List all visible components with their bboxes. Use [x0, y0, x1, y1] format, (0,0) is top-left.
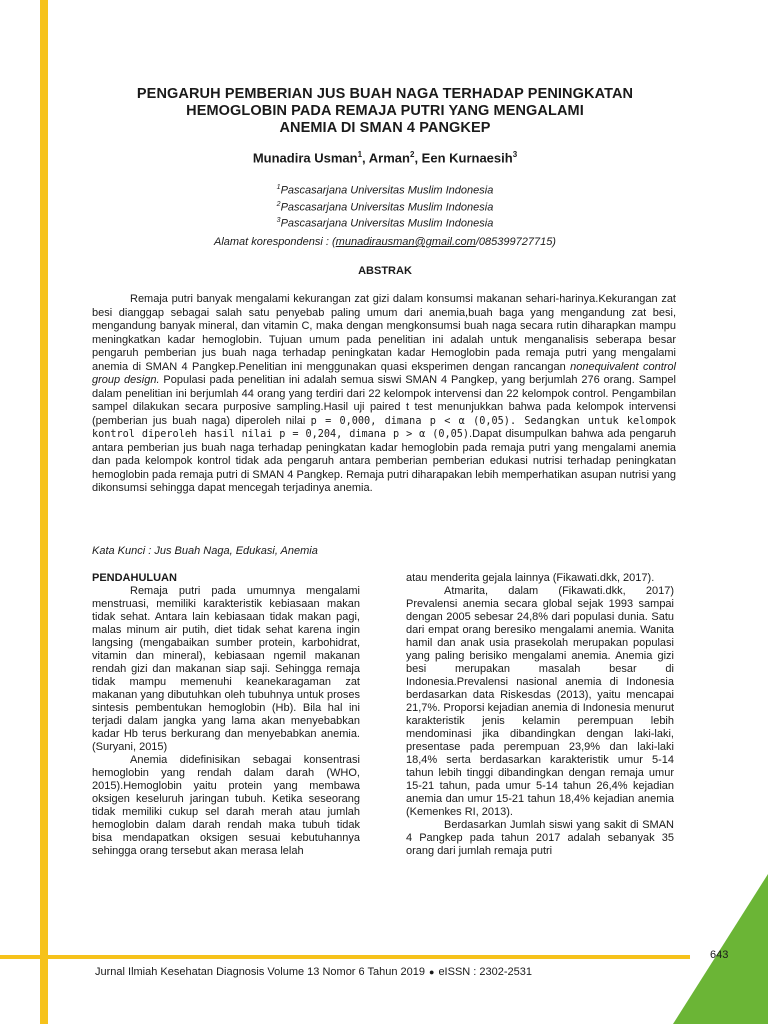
- author-name: Munadira Usman: [252, 150, 358, 166]
- affiliation-item: $^1$Pascasarjana Universitas Muslim Indonesia: [276, 184, 494, 197]
- section-heading: PENDAHULUAN: [92, 572, 177, 584]
- author-name: Arman: [368, 150, 410, 166]
- design-italic: nonequivalent control group design.: [92, 360, 676, 386]
- keywords: Kata Kunci : Jus Buah Naga, Edukasi, Anemia: [92, 545, 318, 557]
- author-list: Munadira Usman$^1$, Arman$^2$, Een Kurnaesih$^3$: [252, 150, 518, 166]
- issn: eISSN : 2302-2531: [438, 966, 533, 978]
- body-paragraph: Berdasarkan Jumlah siswi yang sakit di SMAN 4 Pangkep pada tahun 2017 adalah sebanyak 35 orang dari jumlah remaja putri: [406, 819, 674, 857]
- author-sup: 1: [357, 150, 363, 159]
- statistic-result: p = 0,000, dimana p < α (0,05). Sedangkan untuk kelompok kontrol diperoleh hasil nilai p = 0,204, dimana p > α (0,05): [92, 415, 676, 440]
- body-paragraph: atau menderita gejala lainnya (Fikawati.dkk, 2017).: [406, 572, 655, 584]
- title-line-1: PENGARUH PEMBERIAN JUS BUAH NAGA TERHADAP PENINGKATAN: [136, 86, 634, 102]
- author-sup: 3: [512, 150, 518, 159]
- journal-footer: [95, 966, 532, 978]
- right-column: [406, 572, 674, 858]
- affiliation-item: $^3$Pascasarjana Universitas Muslim Indonesia: [276, 217, 494, 230]
- affiliation-item: $^2$Pascasarjana Universitas Muslim Indonesia: [276, 200, 494, 214]
- body-paragraph: Remaja putri pada umumnya mengalami menstruasi, memiliki karakteristik kebiasaan makan tidak sehat. Antara lain kebiasaan tidak makan pagi, malas minum air putih, diet tidak sehat karena ingin langsing (mengabaikan sumber protein, karbohidrat, vitamin dan mineral), kebiasaan ngemil makanan rendah gizi dan makanan siap saji. Sehingga remaja tidak mampu memenuhi keanekaragaman zat makanan yang dibutuhkan oleh tubuhnya untuk proses sintesis pembentukan hemoglobin (Hb). Bila hal ini terjadi dalam jangka yang lama akan menyebabkan kadar Hb terus berkurang dan menyebabkan anemia.(Suryani, 2015): [92, 585, 360, 753]
- correspondence-phone: /085399727715): [475, 236, 556, 248]
- footer-rule: [0, 955, 690, 959]
- author-name: Een Kurnaesih: [421, 150, 513, 166]
- email-link[interactable]: munadirausman@gmail.com: [335, 236, 476, 248]
- left-column: [92, 572, 360, 858]
- abstract-body: [92, 293, 676, 496]
- abstract-heading: ABSTRAK: [358, 265, 412, 277]
- bullet-icon: ●: [429, 967, 435, 977]
- paper-title: [90, 86, 680, 137]
- correspondence-label: Alamat korespondensi : (: [214, 236, 336, 248]
- title-line-2: HEMOGLOBIN PADA REMAJA PUTRI YANG MENGALAMI: [186, 103, 584, 119]
- body-paragraph: Atmarita, dalam (Fikawati.dkk, 2017) Prevalensi anemia secara global sejak 1993 sampai dengan 2005 sebesar 24,8% dari populasi dunia. Satu dari empat orang beresiko mengalami anemia. Wanita hamil dan anak usia prasekolah merupakan populasi yang paling berisiko mengalami anemia. Anemia gizi besi merupakan masalah besar di Indonesia.Prevalensi nasional anemia di Indonesia berdasarkan data Riskesdas (2013), yaitu mencapai 21,7%. Proporsi kejadian anemia di Indonesia menurut karakteristik jenis kelamin perempuan lebih mendominasi jika dibandingkan dengan laki-laki, presentase pada perempuan 23,9% dan laki-laki 18,4% serta berdasarkan karakteristik umur 5-14 tahun lebih tinggi dibandingkan dengan remaja umur 15-21 tahun, pada umur 5-14 tahun 26,4% kejadian anemia dan umur 15-21 tahun 18,4% kejadian anemia (Kemenkes RI, 2013).: [406, 585, 674, 818]
- body-paragraph: Anemia didefinisikan sebagai konsentrasi hemoglobin yang rendah dalam darah (WHO, 2015).Hemoglobin yaitu protein yang membawa oksigen keseluruh jaringan tubuh. Ketika seseorang tidak memiliki cukup sel darah merah atau jumlah hemoglobin dalam darah rendah maka tubuh tidak bisa mendapatkan oksigen sesuai kebutuhannya sehingga orang tersebut akan merasa lelah: [92, 754, 360, 857]
- author-sup: 2: [409, 150, 415, 159]
- left-accent-bar: [40, 0, 48, 1024]
- abstract-paragraph: Remaja putri banyak mengalami kekurangan zat gizi dalam konsumsi makanan sehari-harinya.Kekurangan zat besi dianggap sebagai salah satu penyebab paling umum dari anemia,buah baga yang mengandung zat besi, mengandung banyak mineral, dan vitamin C, maka dengan mengkonsumsi buah naga secara rutin diharapkan mampu meningkatkan kadar hemoglobin. Tujuan umum pada penelitian ini adalah untuk menganalisis seberapa besar pengaruh pemberian jus buah naga terhadap peningkatan kadar Hemoglobin pada remaja putri yang mengalami anemia di SMAN 4 Pangkep.Penelitian ini menggunakan quasi eksperimen dengan rancangan nonequivalent control group design. Populasi pada penelitian ini adalah semua siswi SMAN 4 Pangkep, yang berjumlah 276 orang. Sampel dalam penelitian ini berjumlah 44 orang yang terdiri dari 22 kelompok intervensi dan 22 kelompok control. Pengambilan sampel dilakukan secara purposive sampling.Hasil uji paired t test menunjukkan bahwa pada kelompok intervensi (pemberian jus buah naga) diperoleh nilai p = 0,000, dimana p < α (0,05). Sedangkan untuk kelompok kontrol diperoleh hasil nilai p = 0,204, dimana p > α (0,05).Dapat disumpulkan bahwa ada pengaruh antara pemberian jus buah naga terhadap peningkatan kadar hemoglobin pada remaja putri yang mengalami anemia dan pada kelompok kontrol tidak ada pengaruh antara pemberian pemberian edukasi nutrisi terhadap peningkatan hemoglobin pada remaja putri di SMAN 4 Pangkep. Remaja putri diharapakan lebih memperhatikan asupan nutrisi yang dikonsumsi sehingga dapat mencegah terjadinya anemia.: [92, 293, 676, 494]
- title-line-3: ANEMIA DI SMAN 4 PANGKEP: [279, 120, 491, 136]
- affiliations: [90, 181, 680, 231]
- journal-name: Jurnal Ilmiah Kesehatan Diagnosis Volume 13 Nomor 6 Tahun 2019: [95, 966, 425, 978]
- page-number: 643: [710, 949, 729, 961]
- correspondence: [90, 236, 680, 248]
